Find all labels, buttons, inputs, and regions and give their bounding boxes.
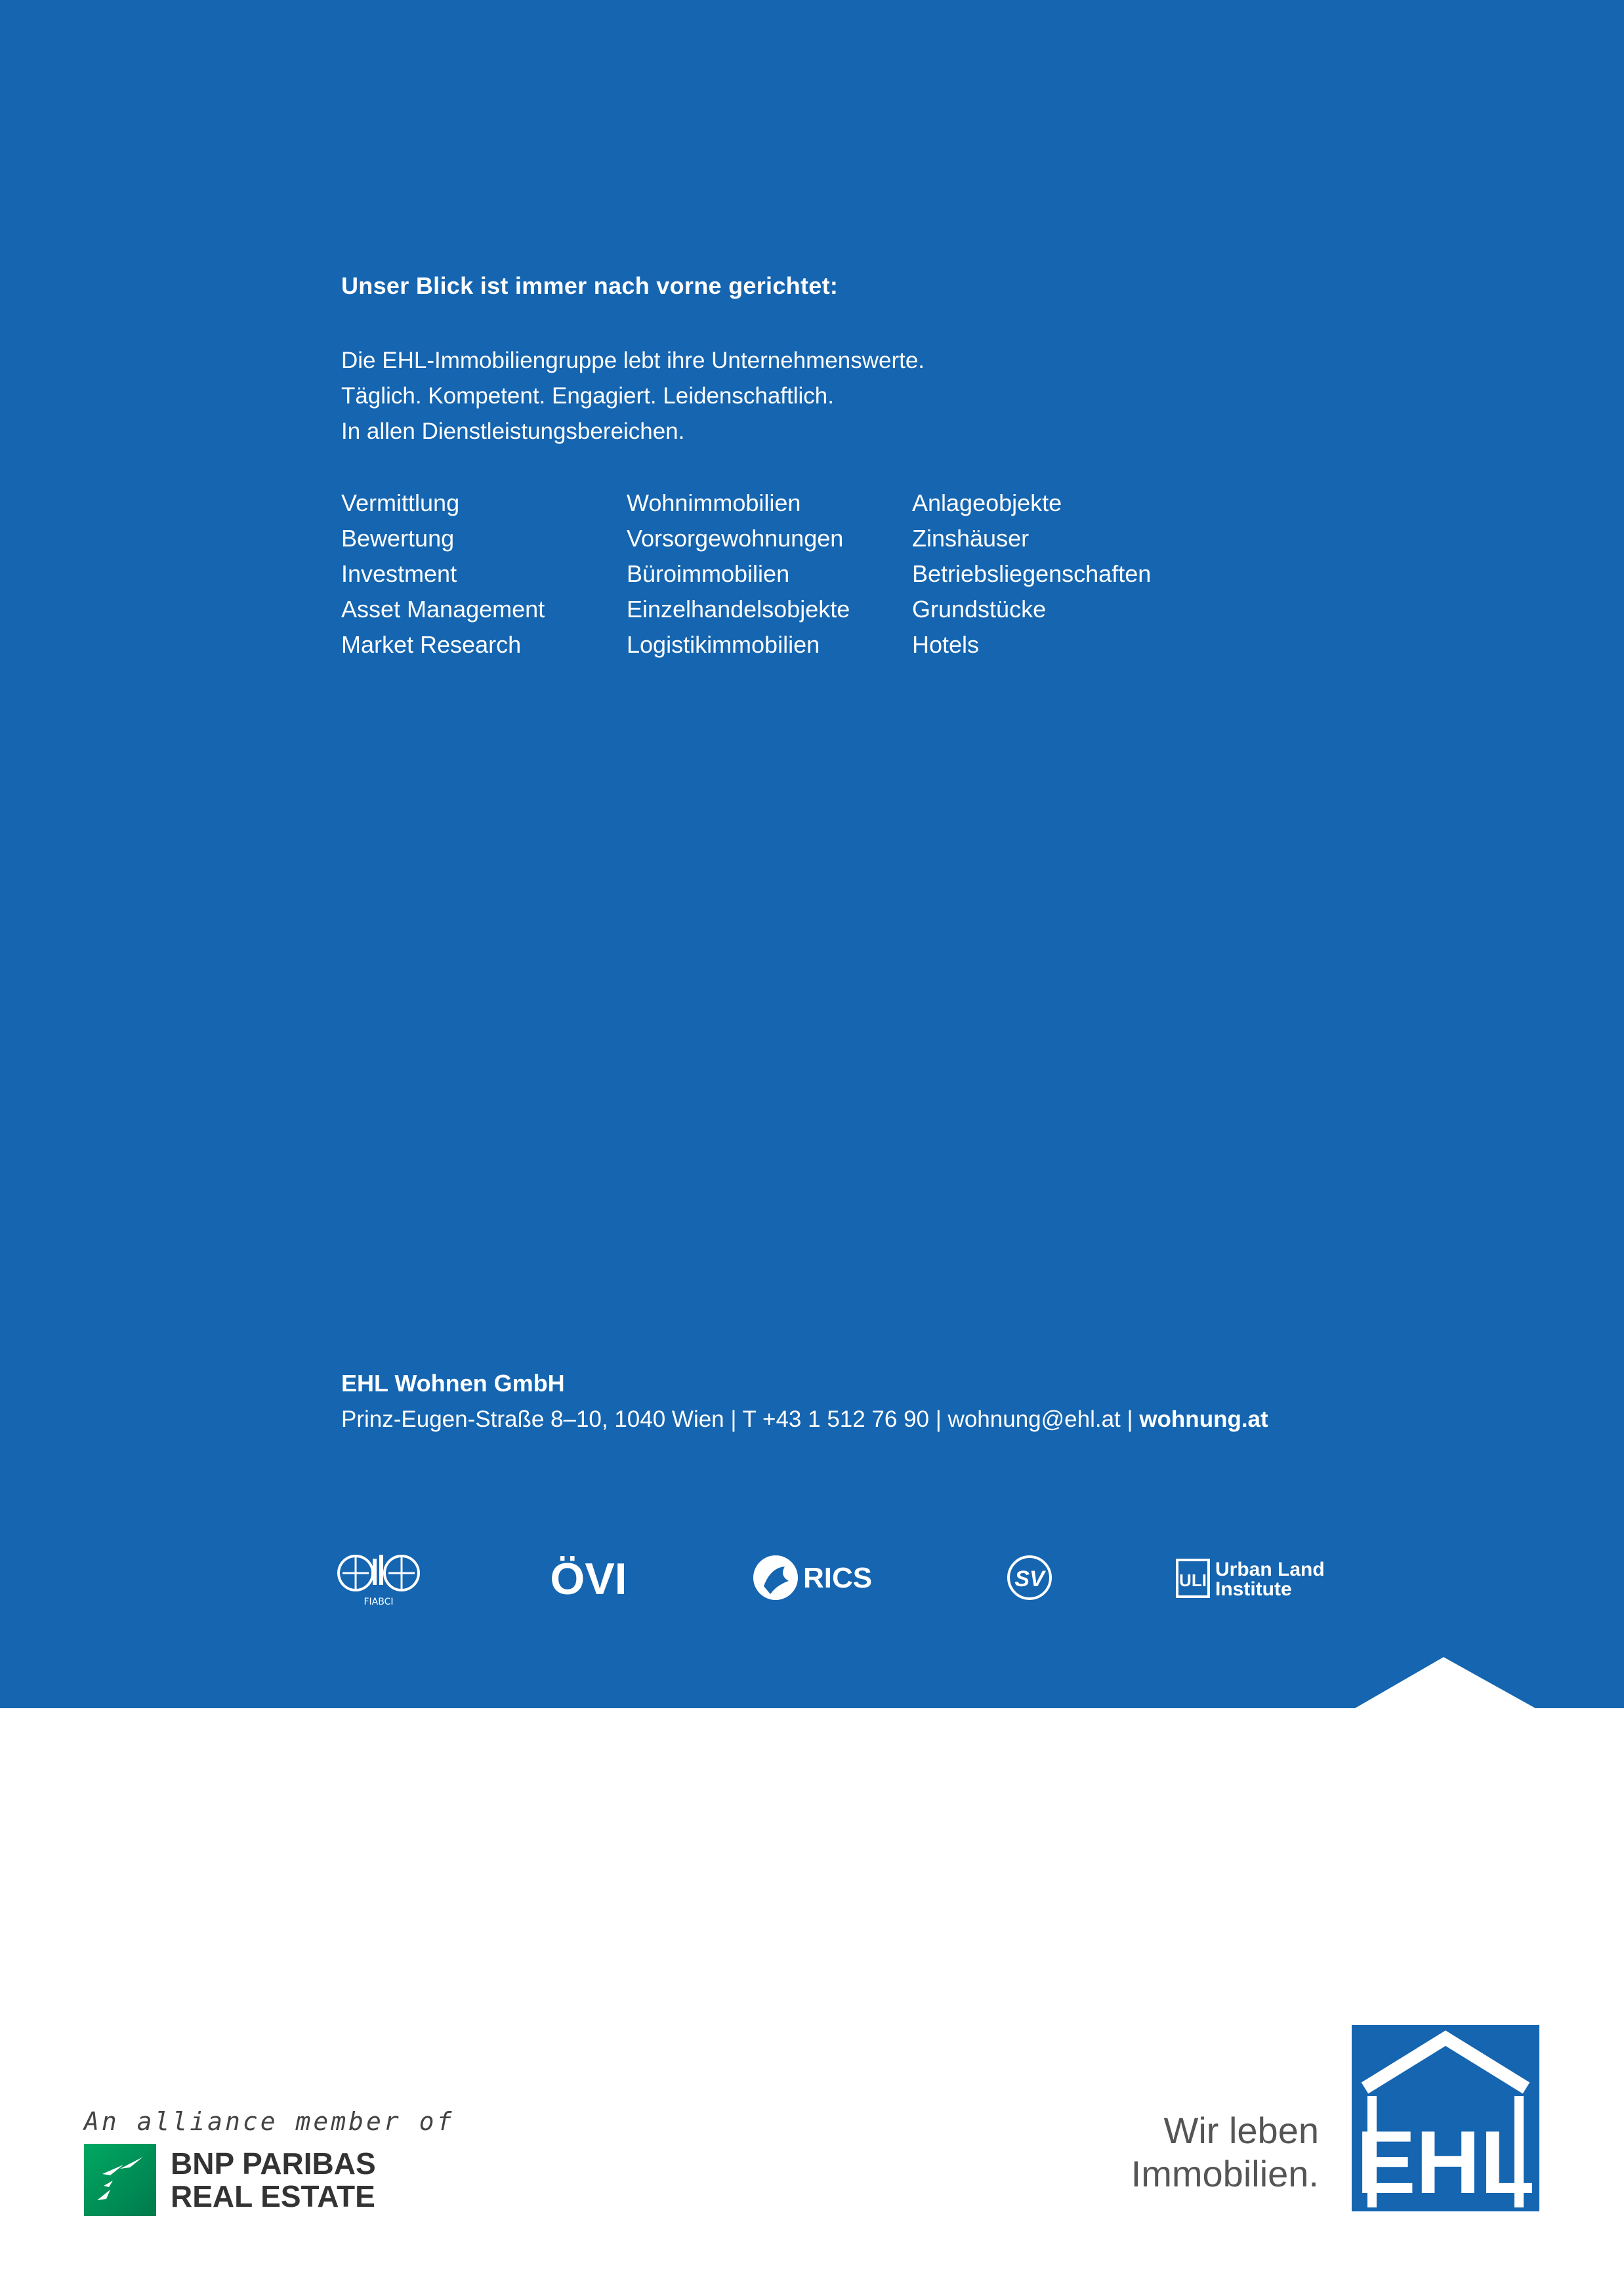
service-item: Anlageobjekte	[912, 489, 1062, 516]
services-column-3	[912, 485, 1197, 663]
intro-line: In allen Dienstleistungsbereichen.	[341, 419, 685, 444]
service-item: Asset Management	[341, 596, 545, 623]
service-item: Zinshäuser	[912, 525, 1030, 552]
ovi-logo	[543, 1548, 635, 1607]
service-item: Vorsorgewohnungen	[627, 525, 844, 552]
tagline-line1: Wir leben	[1163, 2110, 1319, 2151]
service-item: Einzelhandelsobjekte	[627, 596, 850, 623]
bnp-wordmark	[171, 2147, 376, 2213]
bnp-stars-icon	[84, 2144, 156, 2216]
address-text: Prinz-Eugen-Straße 8–10, 1040 Wien | T +43 1 512 76 90 | wohnung@ehl.at |	[341, 1406, 1140, 1432]
service-item: Betriebsliegenschaften	[912, 560, 1152, 587]
contact-line	[341, 1406, 1268, 1433]
service-item: Logistikimmobilien	[627, 631, 820, 658]
ovi-text: ÖVI	[550, 1554, 627, 1604]
ehl-logo	[1352, 2025, 1539, 2211]
tagline-line2: Immobilien.	[1131, 2153, 1319, 2194]
bnp-line1: BNP PARIBAS	[171, 2146, 376, 2181]
service-item: Hotels	[912, 631, 980, 658]
ehl-tagline	[1131, 2109, 1319, 2196]
sv-text: SV	[1014, 1567, 1045, 1591]
website-link[interactable]: wohnung.at	[1139, 1406, 1268, 1432]
fiabci-text: FIABCI	[364, 1597, 394, 1607]
alliance-text: An alliance member of	[84, 2107, 455, 2136]
fiabci-logo	[336, 1548, 421, 1607]
service-item: Büroimmobilien	[627, 560, 790, 587]
headline: Unser Blick ist immer nach vorne gerichtet:	[341, 272, 839, 299]
rics-text: RICS	[803, 1562, 873, 1594]
uli-logo	[1175, 1548, 1325, 1607]
ehl-logo-text: EHL	[1356, 2112, 1535, 2211]
intro-text	[341, 343, 925, 449]
service-item: Wohnimmobilien	[627, 489, 801, 516]
bnp-paribas-alliance	[84, 2107, 454, 2216]
services-column-1	[341, 485, 627, 663]
intro-line: Die EHL-Immobiliengruppe lebt ihre Unternehmenswerte.	[341, 348, 925, 373]
rics-logo	[751, 1548, 888, 1607]
bnp-line2: REAL ESTATE	[171, 2179, 375, 2213]
service-item: Vermittlung	[341, 489, 460, 516]
bnp-logo	[84, 2144, 454, 2216]
uli-line1: Urban Land	[1215, 1559, 1325, 1580]
service-item: Bewertung	[341, 525, 455, 552]
uli-line2: Institute	[1215, 1578, 1292, 1600]
service-item: Grundstücke	[912, 596, 1047, 623]
services-column-2	[627, 485, 912, 663]
company-name: EHL Wohnen GmbH	[341, 1370, 565, 1397]
service-item: Investment	[341, 560, 457, 587]
intro-line: Täglich. Kompetent. Engagiert. Leidenschaftlich.	[341, 383, 834, 409]
uli-mark-text: ULI	[1179, 1570, 1207, 1590]
sv-logo	[1000, 1548, 1059, 1607]
service-item: Market Research	[341, 631, 522, 658]
services-list	[341, 485, 1197, 663]
